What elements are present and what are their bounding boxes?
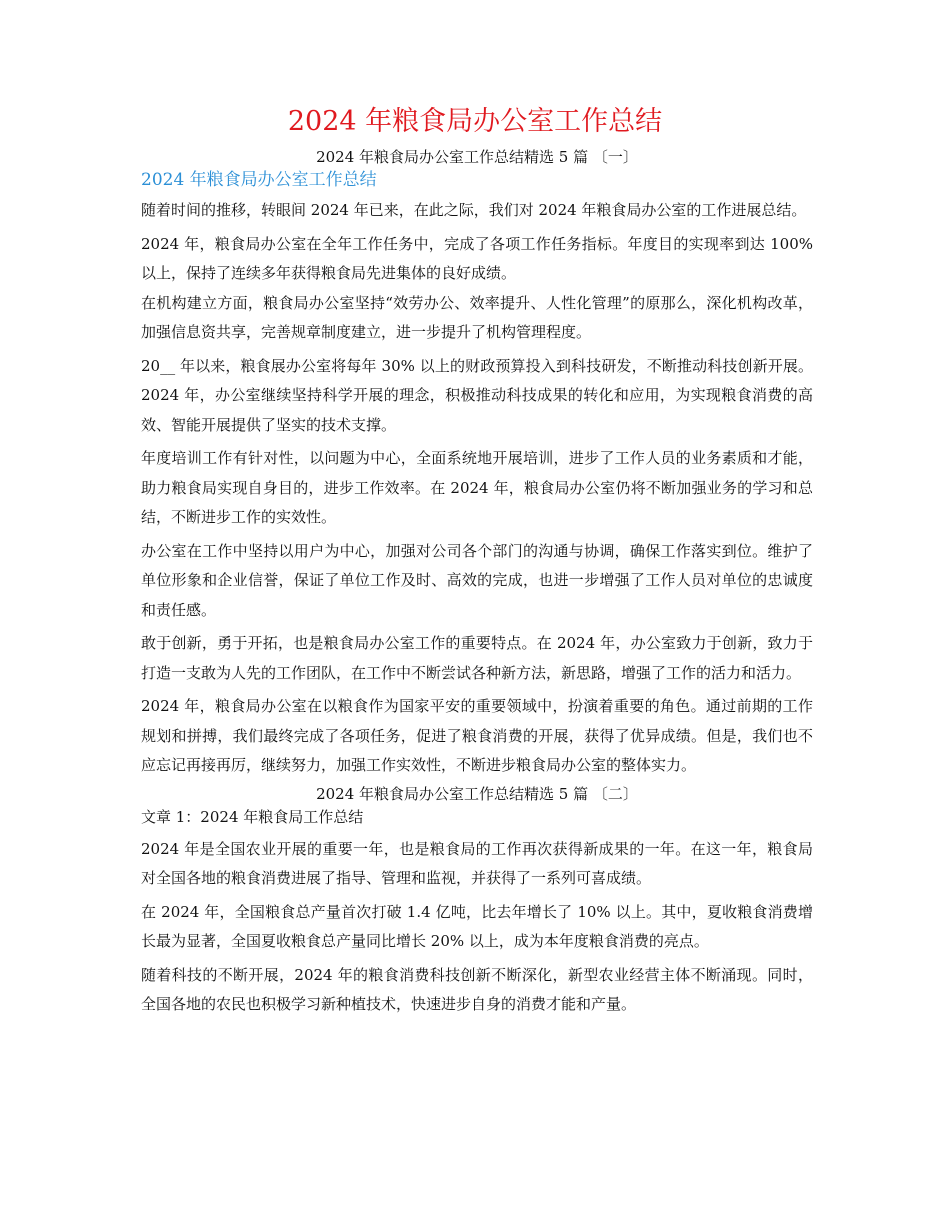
paragraph: 2024 年是全国农业开展的重要一年，也是粮食局的工作再次获得新成果的一年。在这一年，粮食局对全国各地的粮食消费进展了指导、管理和监视，并获得了一系列可喜成绩。 bbox=[141, 839, 813, 887]
document-body bbox=[141, 146, 813, 1024]
document-title: 2024 年粮食局办公室工作总结 bbox=[287, 106, 663, 137]
paragraph: 在 2024 年，全国粮食总产量首次打破 1.4 亿吨，比去年增长了 10% 以上。其中，夏收粮食消费增长最为显著，全国夏收粮食总产量同比增长 20% 以上，成为本年度粮食消费的亮点。 bbox=[141, 902, 813, 950]
section-heading-1: 2024 年粮食局办公室工作总结精选 5 篇 〔一〕 bbox=[316, 148, 638, 166]
section-heading-2: 2024 年粮食局办公室工作总结精选 5 篇 〔二〕 bbox=[316, 784, 638, 803]
paragraph: 2024 年，粮食局办公室在全年工作任务中，完成了各项工作任务指标。年度目的实现率到达 100% 以上，保持了连续多年获得粮食局先进集体的良好成绩。 bbox=[141, 234, 813, 282]
paragraph: 年度培训工作有针对性，以问题为中心，全面系统地开展培训，进步了工作人员的业务素质和才能，助力粮食局实现自身目的，进步工作效率。在 2024 年，粮食局办公室仍将不断加强业务的学习和总结，不断进步工作的实效性。 bbox=[141, 449, 813, 526]
paragraph: 2024 年，粮食局办公室在以粮食作为国家平安的重要领域中，扮演着重要的角色。通过前期的工作规划和拼搏，我们最终完成了各项任务，促进了粮食消费的开展，获得了优异成绩。但是，我们也不应忘记再接再厉，继续努力，加强工作实效性，不断进步粮食局办公室的整体实力。 bbox=[141, 697, 813, 774]
paragraph: 敢于创新，勇于开拓，也是粮食局办公室工作的重要特点。在 2024 年，办公室致力于创新，致力于打造一支敢为人先的工作团队，在工作中不断尝试各种新方法，新思路，增强了工作的活力和活力。 bbox=[141, 634, 813, 682]
section-subtitle-1: 2024 年粮食局办公室工作总结 bbox=[141, 170, 377, 190]
paragraph: 20__ 年以来，粮食展办公室将每年 30% 以上的财政预算投入到科技研发，不断推动科技创新开展。2024 年，办公室继续坚持科学开展的理念，积极推动科技成果的转化和应用，为实现粮食消费的高效、智能开展提供了坚实的技术支撑。 bbox=[141, 356, 813, 434]
paragraph: 随着时间的推移，转眼间 2024 年已来，在此之际，我们对 2024 年粮食局办公室的工作进展总结。 bbox=[141, 201, 807, 219]
paragraph: 随着科技的不断开展，2024 年的粮食消费科技创新不断深化，新型农业经营主体不断涌现。同时，全国各地的农民也积极学习新种植技术，快速进步自身的消费才能和产量。 bbox=[141, 965, 813, 1013]
paragraph: 在机构建立方面，粮食局办公室坚持“效劳办公、效率提升、人性化管理”的原那么，深化机构改革，加强信息资共享，完善规章制度建立，进一步提升了机构管理程度。 bbox=[141, 293, 813, 341]
paragraph: 办公室在工作中坚持以用户为中心，加强对公司各个部门的沟通与协调，确保工作落实到位。维护了单位形象和企业信誉，保证了单位工作及时、高效的完成，也进一步增强了工作人员对单位的忠诚度和责任感。 bbox=[141, 541, 813, 619]
article-title: 文章 1：2024 年粮食局工作总结 bbox=[141, 807, 364, 826]
